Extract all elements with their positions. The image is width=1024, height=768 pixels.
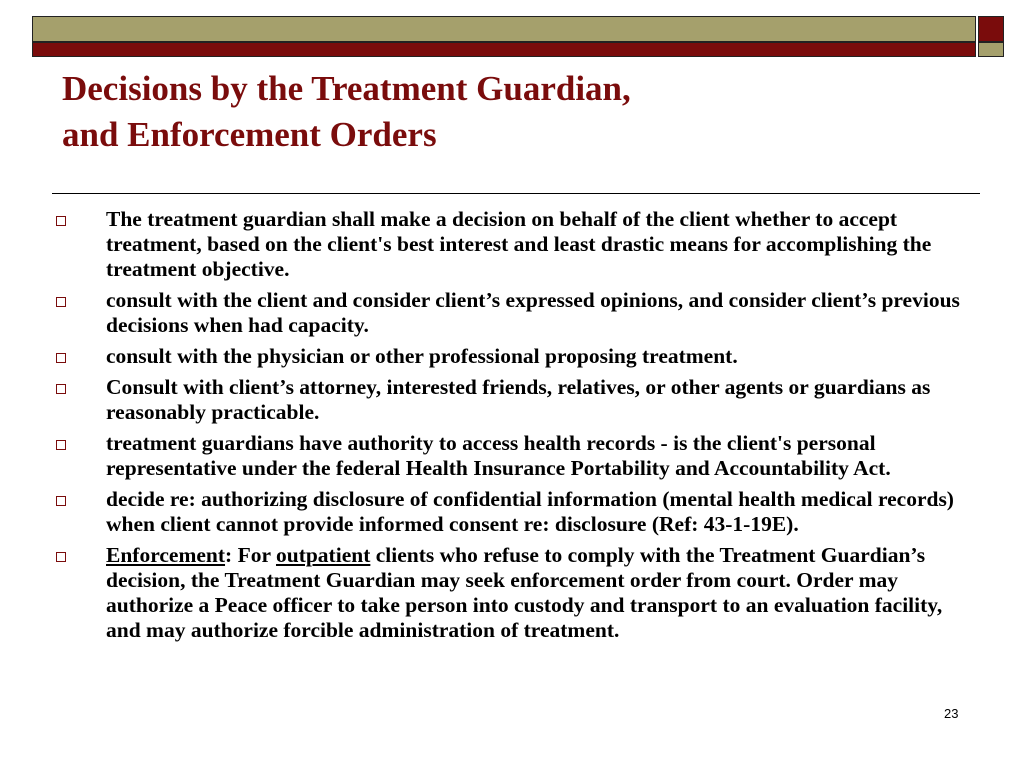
bullet-square-icon — [56, 440, 66, 450]
bullet-text: consult with the client and consider client’s expressed opinions, and consider client’s previous decisions when had capacity. — [106, 288, 960, 337]
bullet-square-icon — [56, 216, 66, 226]
title-line-1: Decisions by the Treatment Guardian, — [62, 69, 631, 108]
bullet-text: treatment guardians have authority to access health records - is the client's personal representative under the federal Health Insurance Portability and Accountability Act. — [106, 431, 891, 480]
bullet-list — [52, 207, 967, 649]
bullet-square-icon — [56, 384, 66, 394]
bullet-item — [52, 431, 967, 481]
bullet-square-icon — [56, 297, 66, 307]
bullet-square-icon — [56, 552, 66, 562]
header-square-olive — [978, 42, 1004, 57]
enforcement-text: clients who refuse to comply with the Treatment Guardian’s decision, the Treatment Guardian may seek enforcement order from court. Order may authorize a Peace officer to take person into custody and transport to an evaluation facility, and may authorize forcible administration of treatment. — [106, 543, 943, 642]
title-divider — [52, 193, 980, 194]
bullet-square-icon — [56, 496, 66, 506]
page-number: 23 — [944, 706, 959, 721]
slide-title — [62, 66, 631, 158]
bullet-text: The treatment guardian shall make a decision on behalf of the client whether to accept treatment, based on the client's best interest and least drastic means for accomplishing the treatment objective. — [106, 207, 932, 281]
title-line-2: and Enforcement Orders — [62, 115, 437, 154]
bullet-item — [52, 288, 967, 338]
bullet-item-enforcement — [52, 543, 967, 643]
header-square-maroon — [978, 16, 1004, 42]
enforcement-label: Enforcement — [106, 543, 226, 567]
bullet-text: Consult with client’s attorney, interested friends, relatives, or other agents or guardians as reasonably practicable. — [106, 375, 931, 424]
enforcement-separator: : For — [225, 543, 276, 567]
outpatient-emphasis: outpatient — [275, 543, 371, 567]
bullet-item — [52, 375, 967, 425]
bullet-item — [52, 487, 967, 537]
header-bar-olive — [32, 16, 976, 42]
bullet-text: consult with the physician or other professional proposing treatment. — [106, 344, 738, 368]
bullet-item — [52, 344, 967, 369]
header-bar-maroon — [32, 42, 976, 57]
bullet-item — [52, 207, 967, 282]
bullet-square-icon — [56, 353, 66, 363]
bullet-text: decide re: authorizing disclosure of confidential information (mental health medical records) when client cannot provide informed consent re: disclosure (Ref: 43-1-19E). — [106, 487, 954, 536]
